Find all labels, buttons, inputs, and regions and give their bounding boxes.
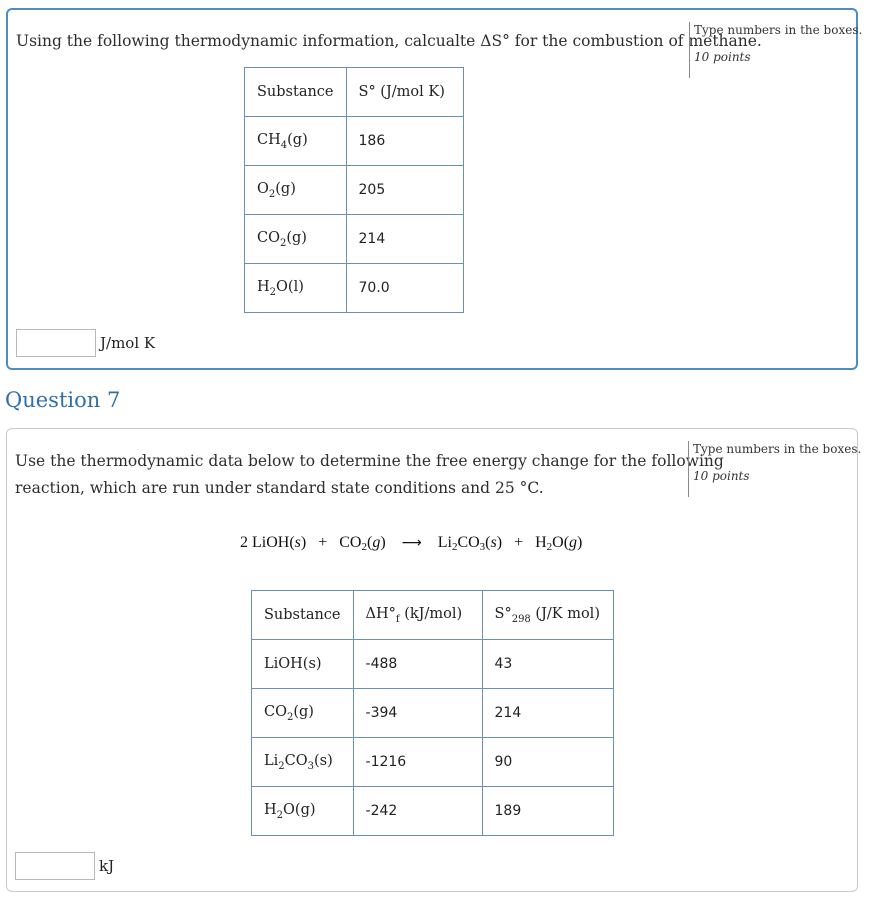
entropy-table — [244, 67, 464, 313]
entropy-value: 189 — [482, 787, 613, 836]
substance-cell: $H_2O(g)$ — [252, 787, 354, 836]
question-7-points: 10 points — [693, 469, 750, 483]
table-row — [245, 166, 464, 215]
entropy-answer-input[interactable] — [16, 329, 96, 357]
question-7-card — [6, 428, 862, 892]
substance-cell: $CH_4(g)$ — [245, 117, 347, 166]
enthalpy-value: -394 — [353, 689, 482, 738]
question-7-prompt-line-2: reaction, which are run under standard state conditions and 25 °C. — [15, 479, 544, 497]
enthalpy-value: -242 — [353, 787, 482, 836]
substance-cell: $Li_2CO_3(s)$ — [252, 738, 354, 787]
question-6-points: 10 points — [694, 50, 751, 64]
substance-cell: LiOH(s) — [252, 640, 354, 689]
question-6-card — [6, 8, 863, 370]
question-7-prompt — [15, 448, 724, 502]
entropy-value: 70.0 — [346, 264, 463, 313]
gibbs-answer-unit: kJ — [99, 857, 115, 875]
table-header-row — [252, 591, 614, 640]
header-substance: Substance — [252, 591, 354, 640]
reaction-equation: 2 LiOH(s) + $CO_2(g)$ ⟶ $Li_2CO_3(s) + H_2O(g)$ — [240, 534, 583, 553]
substance-cell: $O_2(g)$ — [245, 166, 347, 215]
table-row — [252, 738, 614, 787]
gibbs-answer-input[interactable] — [15, 852, 95, 880]
substance-cell: $CO_2(g)$ — [252, 689, 354, 738]
entropy-value: 205 — [346, 166, 463, 215]
header-entropy: S° (J/mol K) — [346, 68, 463, 117]
table-header-row — [245, 68, 464, 117]
header-substance: Substance — [245, 68, 347, 117]
reaction-arrow-icon: ⟶ — [401, 535, 422, 551]
enthalpy-value: -1216 — [353, 738, 482, 787]
gibbs-data-table — [251, 590, 614, 836]
table-row — [245, 117, 464, 166]
entropy-value: 186 — [346, 117, 463, 166]
entropy-value: 214 — [346, 215, 463, 264]
entropy-value: 43 — [482, 640, 613, 689]
question-6-instruction: Type numbers in the boxes. — [694, 23, 863, 37]
header-enthalpy: $\Delta H^\circ_f$ (kJ/mol) — [353, 591, 482, 640]
header-entropy: $S^\circ_{298}$ (J/K mol) — [482, 591, 613, 640]
entropy-value: 90 — [482, 738, 613, 787]
substance-cell: $CO_2(g)$ — [245, 215, 347, 264]
question-7-heading: Question 7 — [5, 388, 121, 412]
question-6-meta — [689, 22, 863, 78]
table-row — [252, 640, 614, 689]
table-row — [252, 689, 614, 738]
question-7-instruction: Type numbers in the boxes. — [693, 442, 862, 456]
question-6-prompt: Using the following thermodynamic information, calcualte ΔS° for the combustion of methane. — [16, 32, 762, 50]
entropy-answer-unit: J/mol K — [100, 334, 156, 352]
enthalpy-value: -488 — [353, 640, 482, 689]
table-row — [252, 787, 614, 836]
question-7-prompt-line-1: Use the thermodynamic data below to determine the free energy change for the following — [15, 452, 724, 470]
table-row — [245, 264, 464, 313]
entropy-value: 214 — [482, 689, 613, 738]
table-row — [245, 215, 464, 264]
substance-cell: $H_2O(l)$ — [245, 264, 347, 313]
question-7-meta — [688, 441, 862, 497]
